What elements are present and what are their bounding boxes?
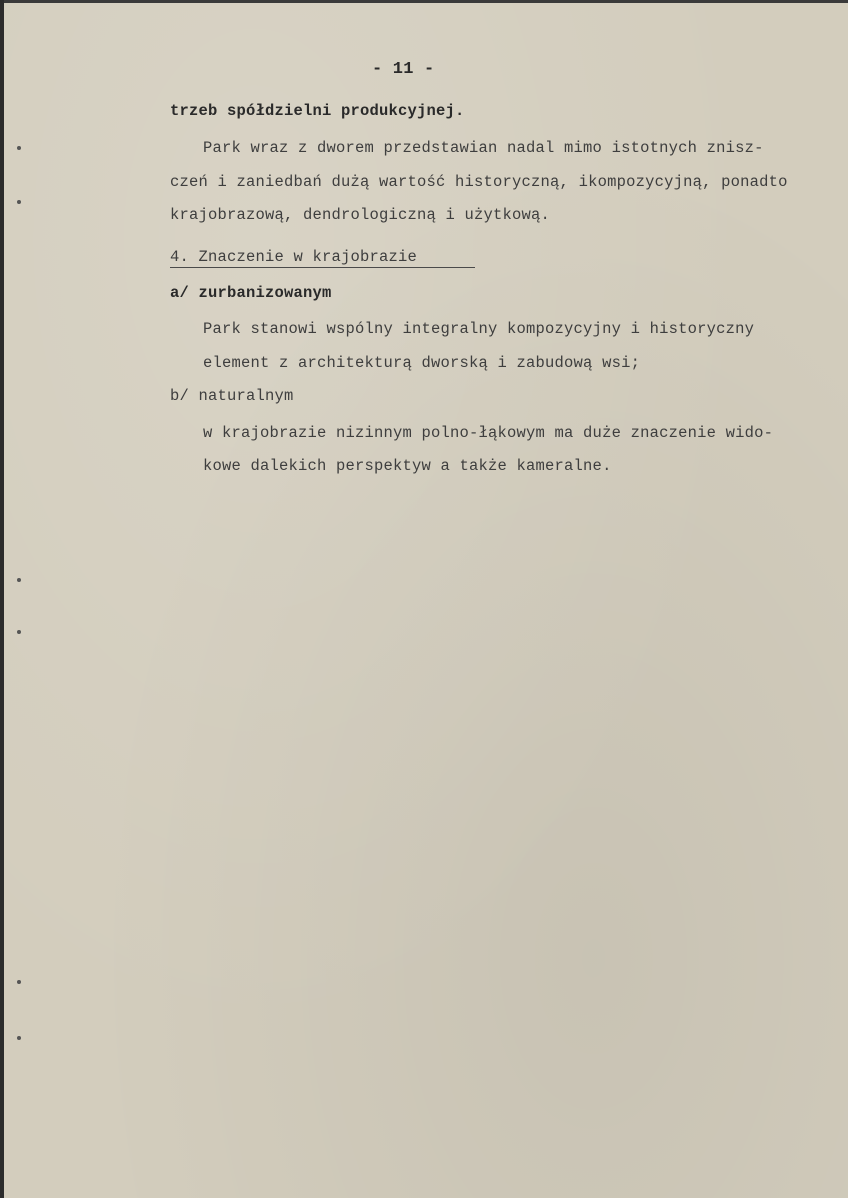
text-line: Park stanowi wspólny integralny kompozycyjny i historyczny xyxy=(203,320,755,338)
text-line: kowe dalekich perspektyw a także kameralne. xyxy=(203,457,612,475)
page-number: - 11 - xyxy=(372,60,435,79)
heading-underline xyxy=(170,267,475,268)
scan-edge-top xyxy=(0,0,848,3)
scan-edge-left xyxy=(0,0,4,1198)
subsection-label: a/ zurbanizowanym xyxy=(170,284,332,302)
text-line: Park wraz z dworem przedstawian nadal mimo istotnych znisz- xyxy=(203,139,764,157)
punch-hole-mark xyxy=(17,1036,21,1040)
text-line: element z architekturą dworską i zabudową wsi; xyxy=(203,354,641,372)
subsection-label: b/ naturalnym xyxy=(170,387,294,405)
section-heading: 4. Znaczenie w krajobrazie xyxy=(170,248,418,266)
punch-hole-mark xyxy=(17,146,21,150)
punch-hole-mark xyxy=(17,630,21,634)
text-line: czeń i zaniedbań dużą wartość historyczną, ikompozycyjną, ponadto xyxy=(170,173,788,191)
text-line: krajobrazową, dendrologiczną i użytkową. xyxy=(170,206,551,224)
punch-hole-mark xyxy=(17,578,21,582)
text-line: w krajobrazie nizinnym polno-łąkowym ma duże znaczenie wido- xyxy=(203,424,774,442)
punch-hole-mark xyxy=(17,200,21,204)
text-line: trzeb spółdzielni produkcyjnej. xyxy=(170,102,465,120)
punch-hole-mark xyxy=(17,980,21,984)
